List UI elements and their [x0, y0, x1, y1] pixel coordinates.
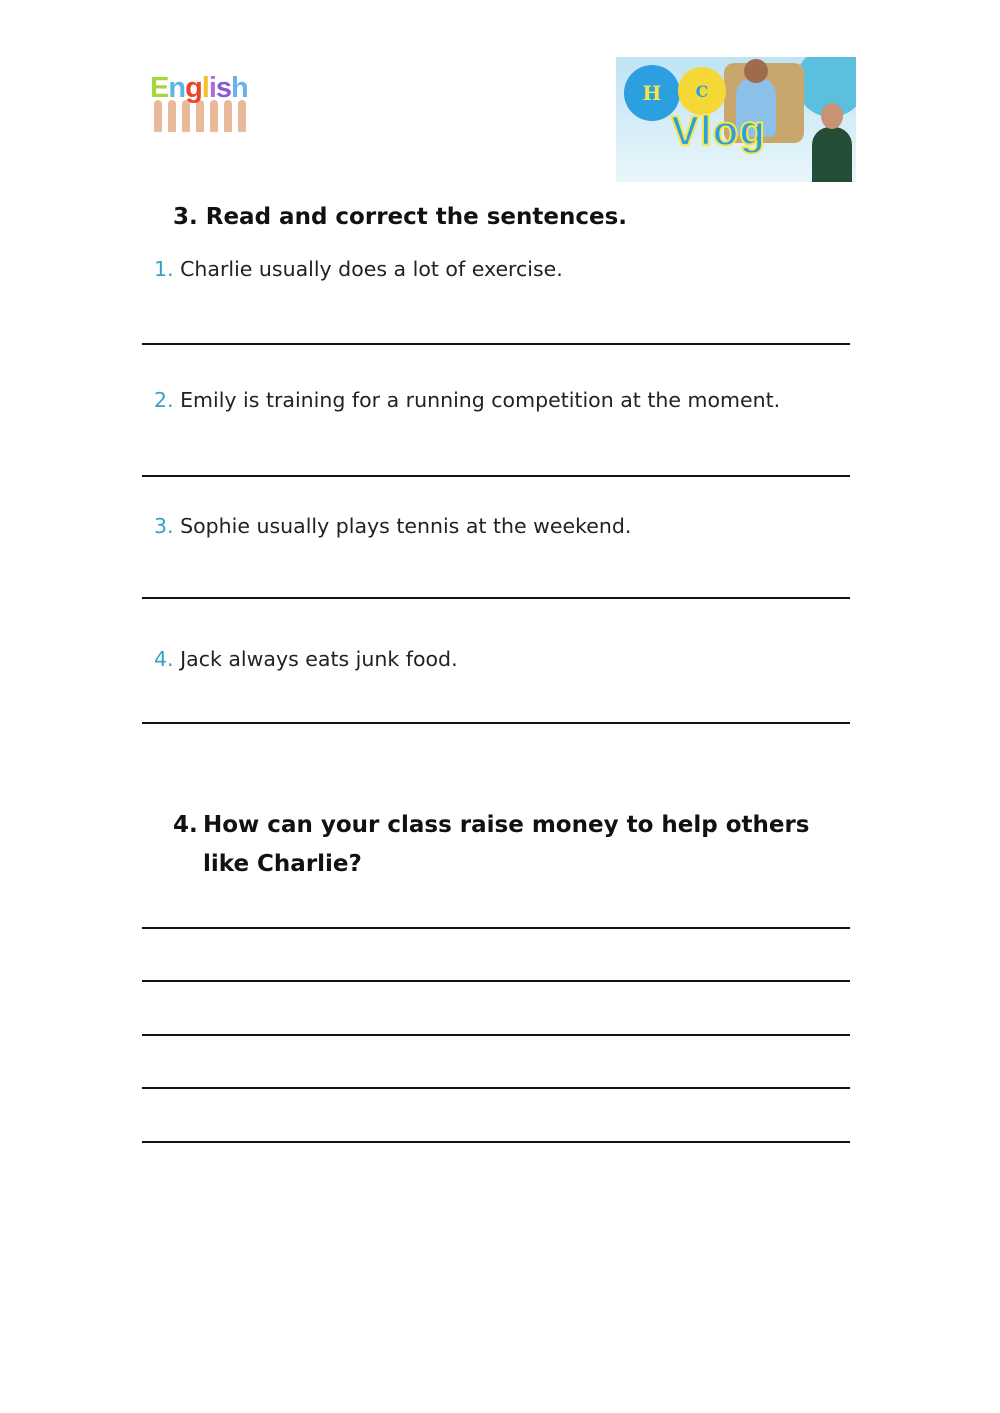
answer-line-2[interactable]	[142, 475, 850, 477]
exercise-4-line2: like Charlie?	[203, 851, 362, 877]
sentence-1	[154, 257, 563, 281]
vlog-title: Vlog	[671, 107, 766, 154]
exercise-4-line1: How can your class raise money to help others	[203, 812, 810, 838]
answer-line-4[interactable]	[142, 722, 850, 724]
sentence-text: Jack always eats junk food.	[180, 647, 458, 671]
sentence-3	[154, 514, 631, 538]
h-badge-icon: H	[624, 65, 680, 121]
write-line-3[interactable]	[142, 1034, 850, 1036]
item-number: 4.	[154, 647, 174, 671]
sentence-2	[154, 388, 780, 412]
sentence-4	[154, 647, 458, 671]
exercise-4-number: 4.	[173, 812, 198, 838]
exercise-3-title: 3. Read and correct the sentences.	[173, 204, 628, 230]
c-badge-icon: C	[678, 67, 726, 115]
item-number: 3.	[154, 514, 174, 538]
girl-photo	[812, 127, 852, 182]
answer-line-1[interactable]	[142, 343, 850, 345]
sentence-text: Emily is training for a running competition at the moment.	[180, 388, 781, 412]
vlog-banner	[616, 57, 856, 182]
write-line-5[interactable]	[142, 1141, 850, 1143]
item-number: 2.	[154, 388, 174, 412]
write-line-4[interactable]	[142, 1087, 850, 1089]
english-logo-text: English	[150, 72, 248, 104]
english-logo	[150, 70, 250, 135]
item-number: 1.	[154, 257, 174, 281]
write-line-2[interactable]	[142, 980, 850, 982]
answer-line-3[interactable]	[142, 597, 850, 599]
exercise-4-title	[173, 806, 853, 884]
sentence-text: Sophie usually plays tennis at the weekend.	[180, 514, 632, 538]
sentence-text: Charlie usually does a lot of exercise.	[180, 257, 563, 281]
write-line-1[interactable]	[142, 927, 850, 929]
